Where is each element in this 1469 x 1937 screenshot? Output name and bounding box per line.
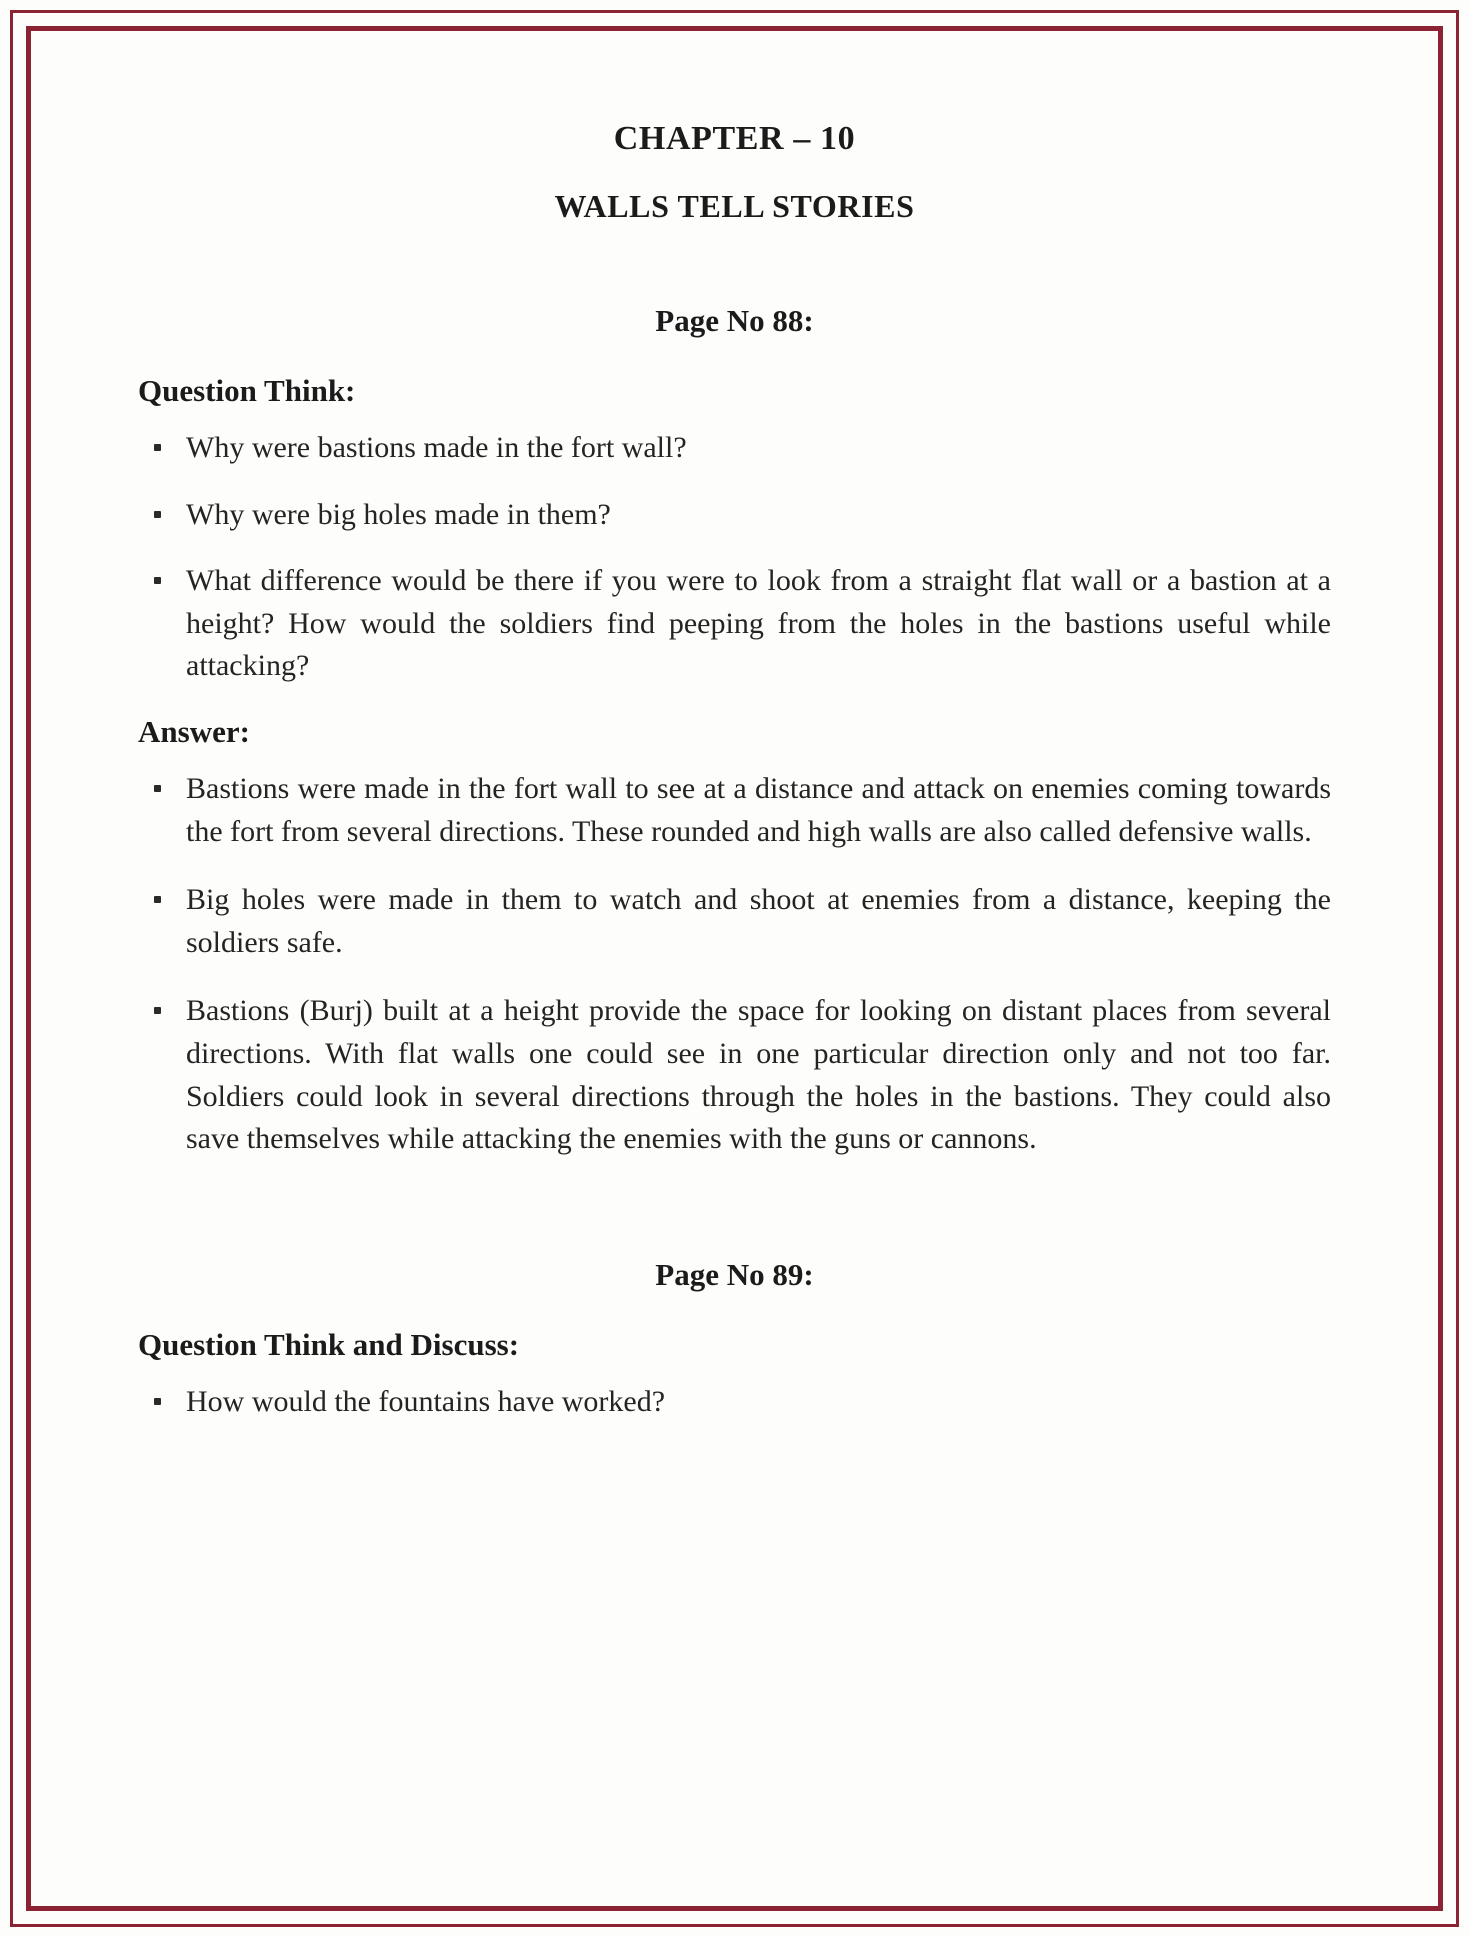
answer-list-88 xyxy=(138,768,1331,1161)
page-number-heading-89: Page No 89: xyxy=(655,1256,814,1292)
chapter-subtitle: WALLS TELL STORIES xyxy=(554,188,915,224)
question-list-89 xyxy=(138,1381,1331,1424)
list-item: Bastions (Burj) built at a height provide the space for looking on distant places from several directions. With flat walls one could see in one particular direction only and not too far. Soldiers could look in several directions through the holes in the bastions. They could also save themselves while attacking the enemies with the guns or cannons. xyxy=(138,990,1331,1160)
section-page-89 xyxy=(138,1257,1331,1424)
question-heading-89: Question Think and Discuss: xyxy=(138,1326,520,1362)
page-number-heading-88: Page No 88: xyxy=(655,303,814,338)
chapter-title: CHAPTER – 10 xyxy=(613,120,856,157)
list-item: Bastions were made in the fort wall to see at a distance and attack on enemies coming towards the fort from several directions. These rounded and high walls are also called defensive walls. xyxy=(138,768,1331,853)
page-content xyxy=(60,60,1409,1877)
section-page-88 xyxy=(138,303,1331,1161)
list-item: Big holes were made in them to watch and shoot at enemies from a distance, keeping the soldiers safe. xyxy=(138,879,1331,964)
list-item: How would the fountains have worked? xyxy=(138,1381,1331,1424)
list-item: Why were bastions made in the fort wall? xyxy=(138,427,1331,470)
list-item: Why were big holes made in them? xyxy=(138,494,1331,537)
list-item: What difference would be there if you were to look from a straight flat wall or a bastion at a height? How would the soldiers find peeping from the holes in the bastions useful while attacking? xyxy=(138,560,1331,688)
question-heading-88: Question Think: xyxy=(138,373,356,408)
answer-heading-88: Answer: xyxy=(138,713,250,749)
question-list-88 xyxy=(138,427,1331,688)
